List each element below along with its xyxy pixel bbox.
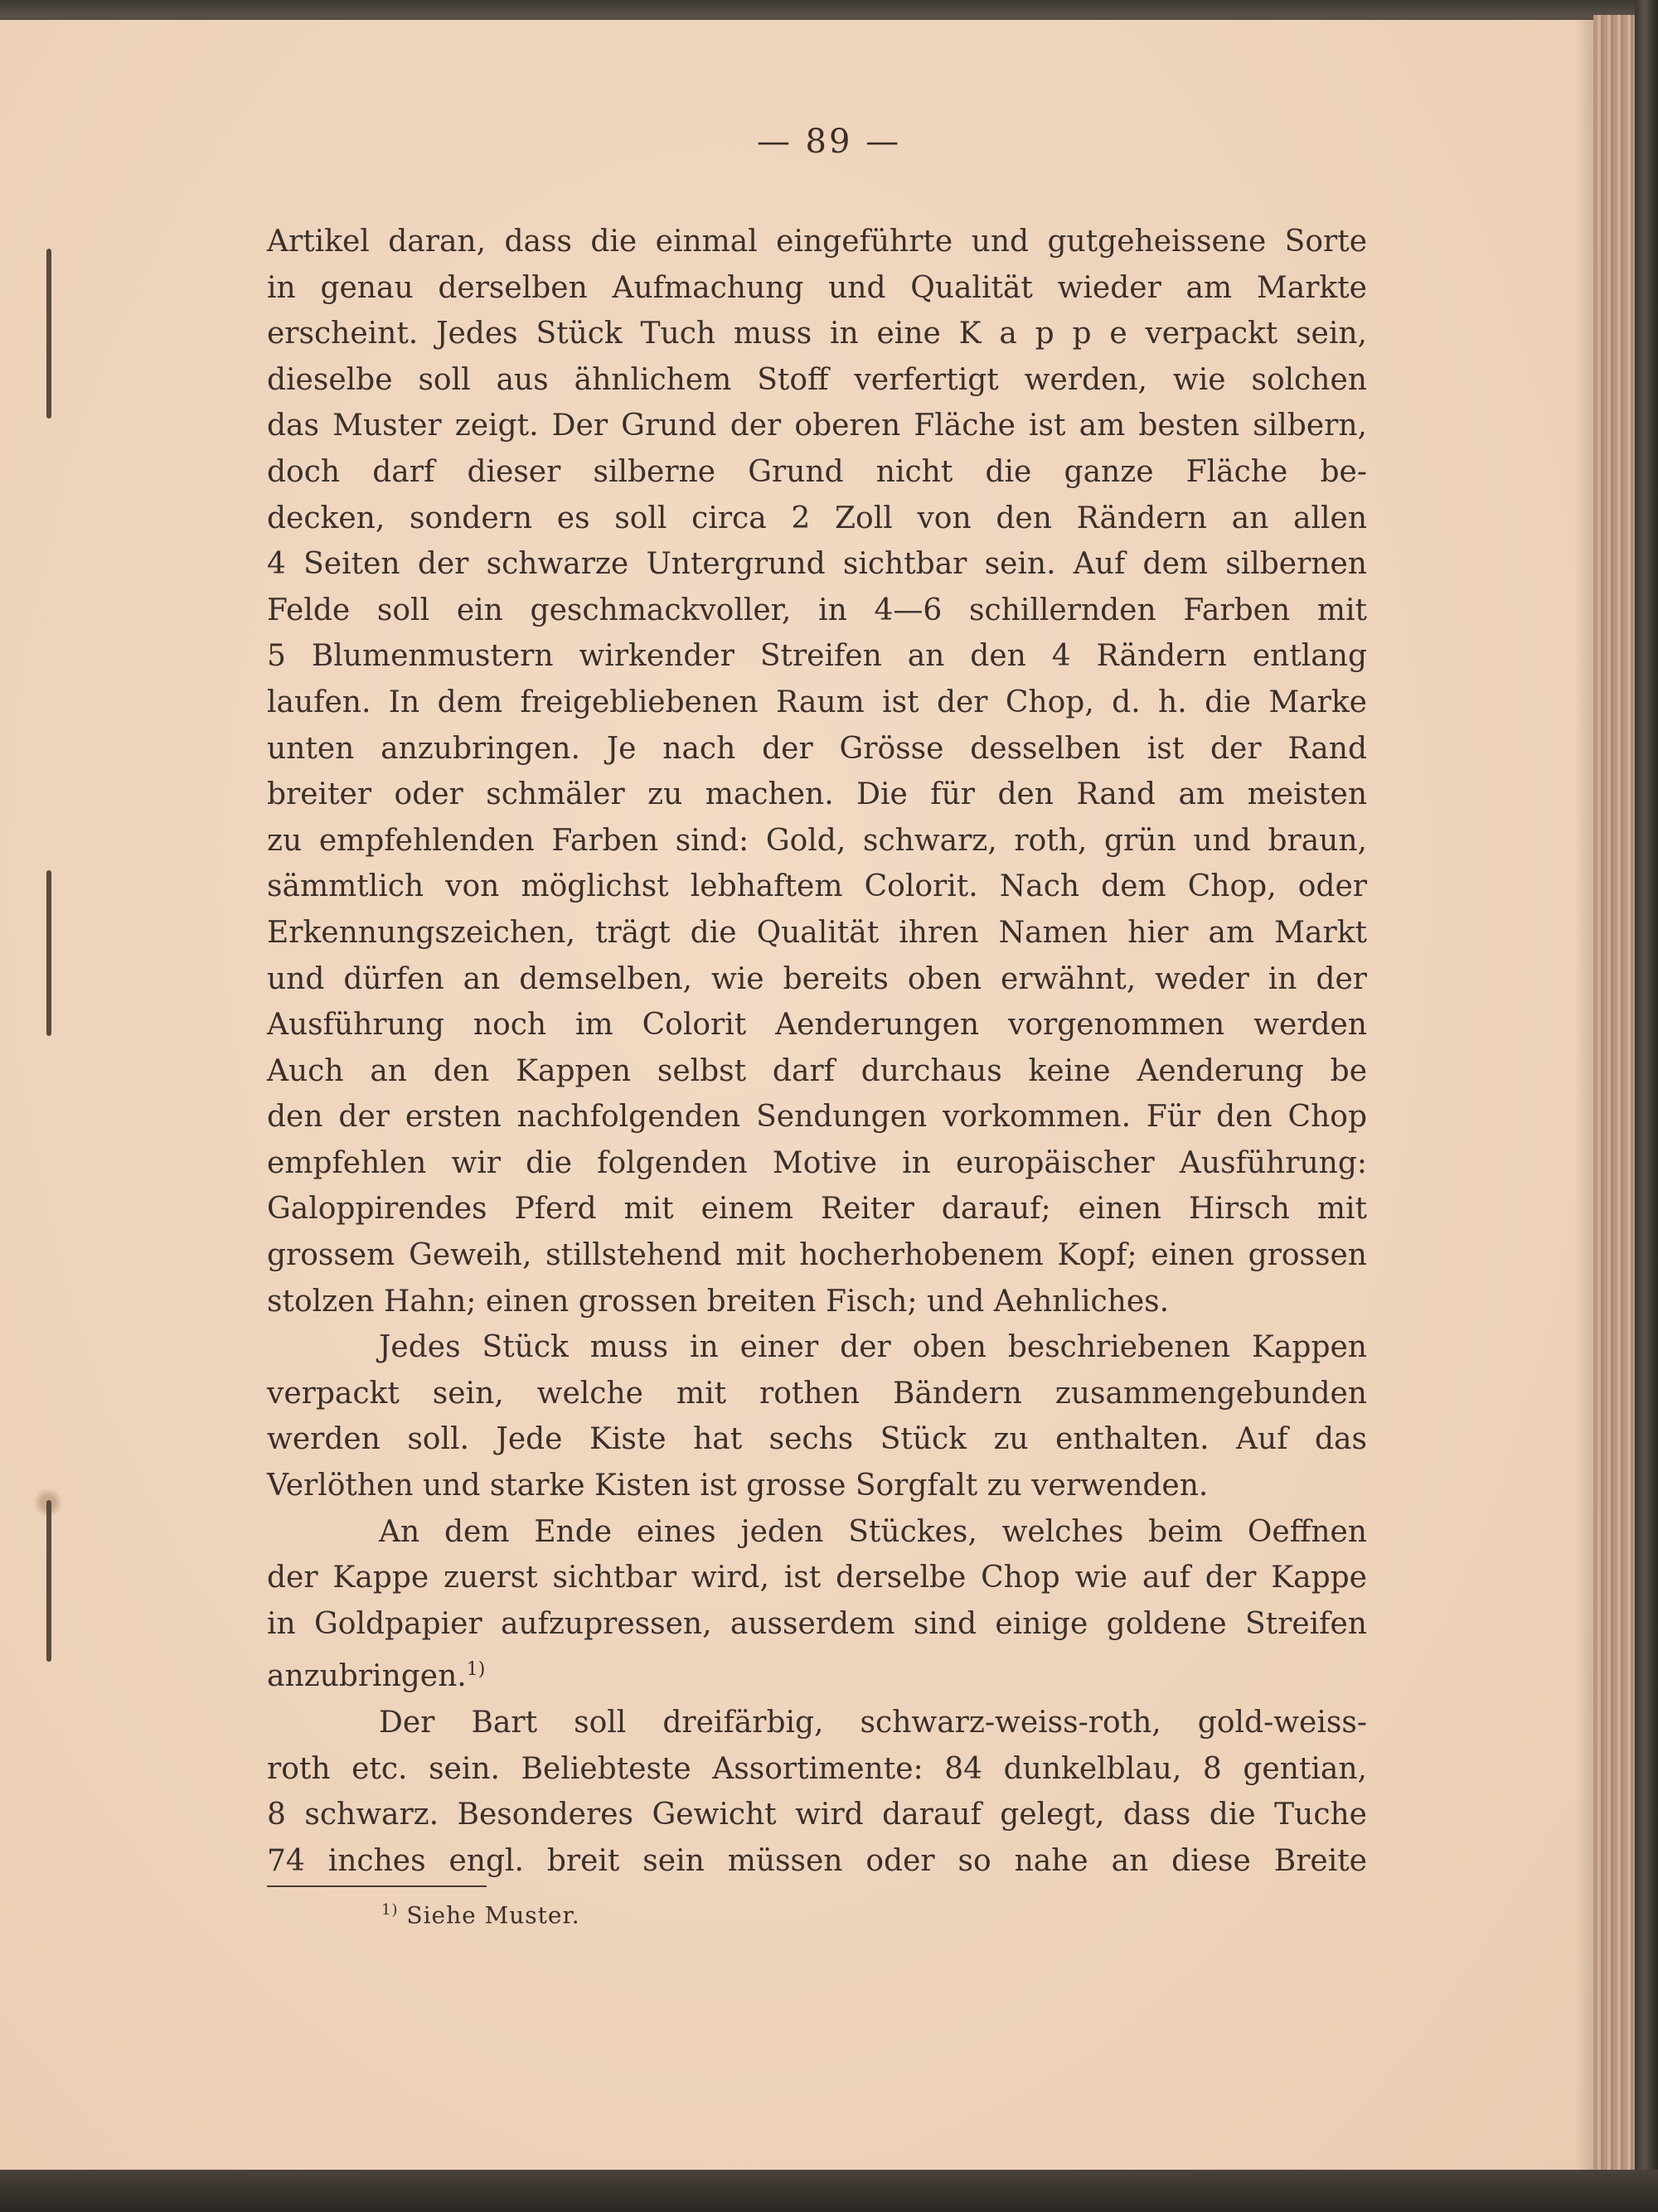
text-line-content: decken, sondern es soll circa 2 Zoll von den Rändern an allen xyxy=(267,501,1367,535)
page-number: — 89 — xyxy=(756,123,902,161)
text-line xyxy=(267,633,1367,680)
text-line-content: Felde soll ein geschmackvoller, in 4—6 schillernden Farben mit xyxy=(267,593,1367,627)
text-line-content: der Kappe zuerst sichtbar wird, ist derselbe Chop wie auf der Kappe xyxy=(267,1561,1367,1595)
text-line-content: Galoppirendes Pferd mit einem Reiter darauf; einen Hirsch mit xyxy=(267,1192,1367,1227)
text-line xyxy=(267,1700,1367,1746)
text-line xyxy=(267,1509,1367,1556)
text-line xyxy=(267,726,1367,772)
text-line-content: und dürfen an demselben, wie bereits oben erwähnt, weder in der xyxy=(267,961,1367,996)
binding-stitch xyxy=(46,1500,51,1662)
text-line-content: Auch an den Kappen selbst darf durchaus keine Aenderung be xyxy=(267,1053,1367,1088)
text-line-content: in Goldpapier aufzupressen, ausserdem sind einige goldene Streifen xyxy=(267,1606,1367,1641)
text-line xyxy=(267,1746,1367,1793)
text-line-content: Artikel daran, dass die einmal eingeführte und gutgeheissene Sorte xyxy=(267,225,1367,259)
book-bottom-edge xyxy=(0,2170,1658,2212)
text-line-content: Der Bart soll dreifärbig, schwarz-weiss-roth, gold-weiss- xyxy=(379,1706,1367,1740)
text-line xyxy=(267,1416,1367,1463)
text-line-content: in genau derselben Aufmachung und Qualität wieder am Markte xyxy=(267,270,1367,305)
text-line xyxy=(267,910,1367,956)
text-line-content: Jedes Stück muss in einer der oben beschriebenen Kappen xyxy=(379,1330,1367,1365)
text-line-content: roth etc. sein. Beliebteste Assortimente: 84 dunkelblau, 8 gentian, xyxy=(267,1751,1367,1786)
text-line-content: stolzen Hahn; einen grossen breiten Fisch; und Aehnliches. xyxy=(267,1284,1170,1319)
text-line xyxy=(267,1838,1367,1885)
text-line xyxy=(267,1186,1367,1232)
text-line-content: empfehlen wir die folgenden Motive in europäischer Ausführung: xyxy=(267,1145,1367,1180)
text-line xyxy=(267,1279,1367,1325)
text-line-content: werden soll. Jede Kiste hat sechs Stück zu enthalten. Auf das xyxy=(267,1422,1367,1457)
text-line-content: sämmtlich von möglichst lebhaftem Colorit. Nach dem Chop, oder xyxy=(267,869,1367,904)
text-line xyxy=(267,680,1367,726)
text-line xyxy=(267,357,1367,404)
book-cover-edge xyxy=(1635,0,1658,2212)
text-line xyxy=(267,864,1367,910)
text-line-content: grossem Geweih, stillstehend mit hocherhobenem Kopf; einen grossen xyxy=(267,1238,1367,1273)
text-line-content: das Muster zeigt. Der Grund der oberen Fläche ist am besten silbern, xyxy=(267,409,1367,443)
binding-stitch xyxy=(46,249,51,419)
footnote-rule xyxy=(267,1885,487,1887)
text-line xyxy=(267,1002,1367,1048)
text-line-content: An dem Ende eines jeden Stückes, welches beim Oeffnen xyxy=(379,1514,1367,1549)
text-line xyxy=(267,1140,1367,1187)
text-line xyxy=(267,1555,1367,1601)
binding-stitch xyxy=(46,870,51,1036)
text-line-content: verpackt sein, welche mit rothen Bändern zusammengebunden xyxy=(267,1376,1367,1411)
text-line xyxy=(267,265,1367,312)
text-line xyxy=(267,1371,1367,1417)
text-line-content: Erkennungszeichen, trägt die Qualität ihren Namen hier am Markt xyxy=(267,915,1367,950)
text-line-content: laufen. In dem freigebliebenen Raum ist der Chop, d. h. die Marke xyxy=(267,685,1367,719)
text-line-content: doch darf dieser silberne Grund nicht die ganze Fläche be- xyxy=(267,454,1367,489)
footnote-text: Siehe Muster. xyxy=(406,1901,580,1929)
text-line xyxy=(267,1601,1367,1648)
text-line-content: Verlöthen und starke Kisten ist grosse Sorgfalt zu verwenden. xyxy=(267,1469,1209,1503)
text-line xyxy=(267,1463,1367,1509)
text-line xyxy=(267,541,1367,588)
text-line xyxy=(267,772,1367,818)
text-line xyxy=(267,818,1367,864)
text-line xyxy=(267,956,1367,1003)
text-line xyxy=(267,311,1367,357)
footnote-marker: 1) xyxy=(381,1901,399,1919)
text-line xyxy=(267,1232,1367,1279)
text-line-content: 5 Blumenmustern wirkender Streifen an den 4 Rändern entlang xyxy=(267,639,1367,674)
text-line xyxy=(267,219,1367,265)
text-line-content: breiter oder schmäler zu machen. Die für den Rand am meisten xyxy=(267,777,1367,812)
text-line-content: anzubringen. xyxy=(267,1659,467,1694)
text-line xyxy=(267,588,1367,634)
text-line xyxy=(267,1094,1367,1140)
footnote-reference: 1) xyxy=(466,1659,486,1681)
text-line xyxy=(267,1792,1367,1838)
text-line-content: 4 Seiten der schwarze Untergrund sichtbar sein. Auf dem silbernen xyxy=(267,547,1367,582)
text-line xyxy=(267,1324,1367,1371)
footnote xyxy=(381,1901,580,1929)
text-line xyxy=(267,1647,1367,1700)
text-line-content: erscheint. Jedes Stück Tuch muss in eine K a p p e verpackt sein, xyxy=(267,317,1367,351)
body-text xyxy=(267,219,1367,1884)
text-line-content: Ausführung noch im Colorit Aenderungen vorgenommen werden xyxy=(267,1008,1367,1043)
text-line-content: dieselbe soll aus ähnlichem Stoff verfertigt werden, wie solchen xyxy=(267,362,1367,397)
text-line-content: zu empfehlenden Farben sind: Gold, schwarz, roth, grün und braun, xyxy=(267,823,1367,858)
text-line-content: unten anzubringen. Je nach der Grösse desselben ist der Rand xyxy=(267,731,1367,766)
text-line xyxy=(267,403,1367,449)
text-line-content: 8 schwarz. Besonderes Gewicht wird darauf gelegt, dass die Tuche xyxy=(267,1798,1367,1832)
text-line-content: den der ersten nachfolgenden Sendungen vorkommen. Für den Chop xyxy=(267,1100,1367,1135)
text-line-content: 74 inches engl. breit sein müssen oder so nahe an diese Breite xyxy=(267,1843,1367,1878)
text-line xyxy=(267,1048,1367,1095)
text-line xyxy=(267,449,1367,496)
text-line xyxy=(267,496,1367,542)
